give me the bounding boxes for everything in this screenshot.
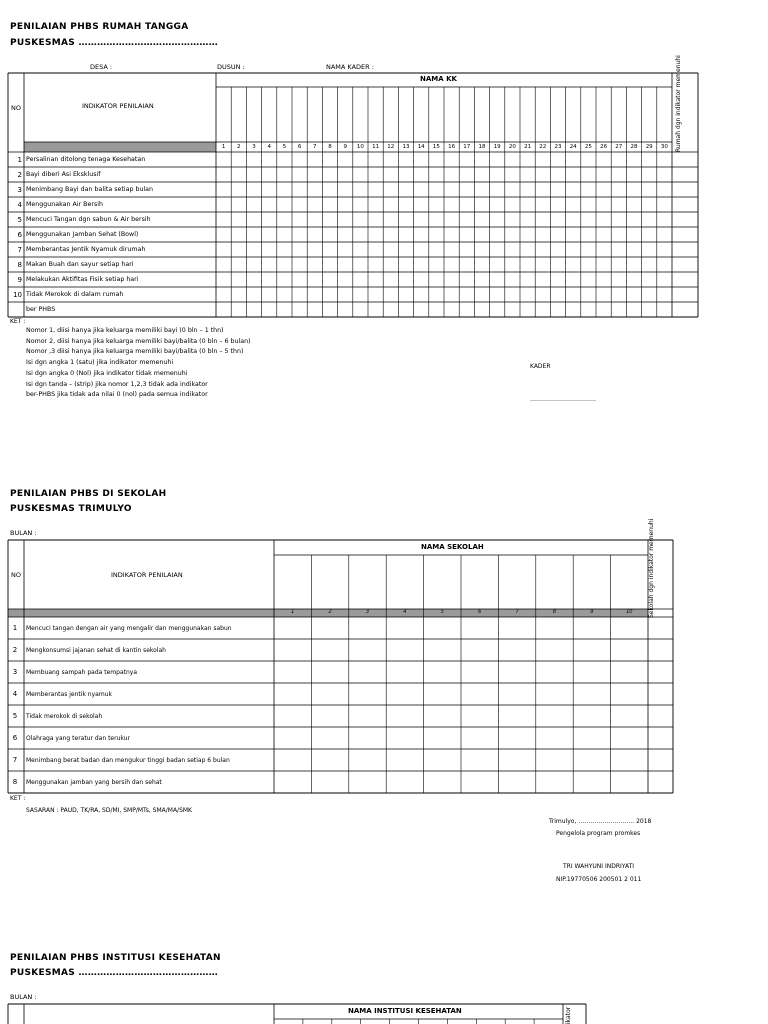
rt-col-number: 6: [297, 144, 302, 150]
rt-row-no: 5: [17, 216, 22, 224]
rt-no-header: NO: [11, 104, 21, 112]
sekolah-title: PENILAIAN PHBS DI SEKOLAH: [10, 489, 167, 499]
rt-note: Isi dgn angka 0 (Nol) jika indikator tidak memenuhi: [26, 369, 188, 377]
rt-col-number: 7: [313, 144, 317, 150]
rt-col-number: 15: [432, 144, 440, 150]
sekolah-row-label: Mengkonsumsi jajanan sehat di kantin sekolah: [26, 647, 166, 654]
rt-col-number: 14: [417, 144, 425, 150]
rt-note: Nomor 1, diisi hanya jika keluarga memiliki bayi (0 bln – 1 thn): [26, 327, 224, 334]
rt-puskesmas: PUSKESMAS ………………………………………: [10, 38, 219, 48]
sekolah-place-date: Trimulyo, ………………………. 2018: [549, 818, 652, 825]
rt-col-number: 3: [252, 144, 256, 150]
rt-col-number: 19: [493, 144, 501, 150]
sekolah-row-label: Membuang sampah pada tempatnya: [26, 669, 137, 676]
rt-row-label: Mencuci Tangan dgn sabun & Air bersih: [26, 216, 151, 223]
sekolah-indikator-header: INDIKATOR PENILAIAN: [111, 571, 183, 579]
sekolah-row-label: Tidak merokok di sekolah: [26, 713, 103, 720]
rt-note: Isi dgn angka 1 (satu) jika indikator memenuhi: [26, 359, 174, 367]
rt-col-number: 4: [267, 144, 271, 150]
rt-note: Nomor 2, diisi hanya jika keluarga memiliki bayi/balita (0 bln – 6 bulan): [26, 337, 251, 345]
rt-note: ber-PHBS jika tidak ada nilai 0 (nol) pada semua indikator: [26, 391, 208, 399]
sekolah-bulan-label: BULAN :: [10, 529, 37, 537]
sekolah-side-header: Sekolah dgn indikator memenuhi: [648, 518, 655, 618]
rt-col-number: 27: [615, 144, 623, 150]
sekolah-col-number: 1: [291, 609, 295, 615]
rt-row-no: 1: [17, 156, 22, 164]
rt-row-label: Menggunakan Air Bersih: [26, 201, 103, 208]
rt-row-label: Melakukan Aktifitas Fisik setiap hari: [26, 276, 139, 283]
rt-row-label: Menggunakan Jamban Sehat (Bowl): [26, 231, 139, 238]
rt-header-shade: [24, 142, 216, 152]
sekolah-sasaran: SASARAN : PAUD, TK/RA, SD/MI, SMP/MTs, SMA/MA/SMK: [26, 807, 192, 814]
rt-title: PENILAIAN PHBS RUMAH TANGGA: [10, 22, 189, 32]
rt-row-label: Persalinan ditolong tenaga Kesehatan: [26, 156, 146, 163]
rt-col-number: 22: [539, 144, 547, 150]
rt-col-number: 20: [508, 144, 516, 150]
sekolah-row-label: Memberantas jentik nyamuk: [26, 691, 112, 698]
rt-col-number: 25: [584, 144, 592, 150]
rt-row-no: 6: [17, 231, 22, 239]
sekolah-row-label: Menimbang berat badan dan mengukur tinggi badan setiap 6 bulan: [26, 757, 230, 764]
rt-row-no: 7: [17, 246, 22, 254]
rt-row-no: 9: [17, 276, 22, 284]
rt-row-no: 10: [13, 291, 22, 299]
sekolah-signatory-name: TRI WAHYUNI INDRIYATI: [563, 863, 635, 870]
rt-col-number: 10: [356, 144, 364, 150]
rt-col-number: 17: [463, 144, 471, 150]
sekolah-row-no: 8: [12, 778, 18, 786]
rt-col-number: 30: [660, 144, 668, 150]
sekolah-col-number: 3: [365, 609, 370, 615]
rt-col-number: 11: [372, 144, 380, 150]
rt-row-label: ber PHBS: [26, 306, 56, 313]
sekolah-col-number: 7: [515, 609, 519, 615]
rt-col-number: 1: [221, 144, 226, 150]
rt-side-header: Rumah dgn indikator memenuhi: [675, 55, 682, 152]
rt-kader: KADER: [530, 363, 551, 370]
rt-row-no: 3: [17, 186, 22, 194]
sekolah-row-no: 4: [12, 690, 18, 698]
institusi-side-header: ikator: [565, 1006, 572, 1024]
sekolah-signatory-nip: NIP.19770506 200501 2 011: [556, 876, 642, 883]
sekolah-row-no: 1: [12, 624, 18, 632]
sekolah-role: Pengelola program promkes: [556, 830, 641, 837]
rt-row-label: Makan Buah dan sayur setiap hari: [26, 261, 134, 268]
rt-signature-line: ……………………………: [530, 396, 596, 403]
sekolah-row-no: 5: [12, 712, 18, 720]
sekolah-col-number: 10: [626, 609, 633, 615]
institusi-bulan-label: BULAN :: [10, 993, 37, 1001]
rt-nama-kk: NAMA KK: [420, 75, 457, 83]
sekolah-row-label: Menggunakan jamban yang bersih dan sehat: [26, 779, 162, 786]
rt-col-number: 8: [328, 144, 332, 150]
sekolah-col-number: 9: [590, 609, 594, 615]
rt-row-no: 8: [17, 261, 22, 269]
rt-col-number: 9: [343, 144, 347, 150]
sekolah-row-no: 3: [12, 668, 18, 676]
sekolah-col-number: 6: [478, 609, 482, 615]
rt-row-label: Menimbang Bayi dan balita setiap bulan: [26, 186, 154, 193]
rt-note: Isi dgn tanda – (strip) jika nomor 1,2,3 tidak ada indikator: [26, 380, 208, 388]
sekolah-row-no: 6: [12, 734, 18, 742]
rt-col-number: 16: [448, 144, 456, 150]
sekolah-puskesmas: PUSKESMAS TRIMULYO: [10, 504, 132, 514]
rt-col-number: 29: [645, 144, 653, 150]
sekolah-ket-label: KET :: [10, 795, 26, 802]
rt-ket-label: KET :: [10, 318, 26, 325]
sekolah-col-number: 4: [403, 609, 407, 615]
rt-col-number: 24: [569, 144, 577, 150]
sekolah-row-no: 2: [12, 646, 18, 654]
sekolah-row-label: Olahraga yang teratur dan terukur: [26, 735, 130, 742]
sekolah-row-label: Mencuci tangan dengan air yang mengalir dan menggunakan sabun: [26, 625, 232, 632]
institusi-nama: NAMA INSTITUSI KESEHATAN: [348, 1007, 462, 1015]
rt-col-number: 5: [282, 144, 287, 150]
rt-row-no: 4: [17, 201, 22, 209]
rt-row-label: Bayi diberi Asi Eksklusif: [26, 171, 101, 178]
rt-row-no: 2: [17, 171, 22, 179]
rt-col-number: 2: [237, 144, 241, 150]
rt-col-number: 28: [630, 144, 638, 150]
rt-dusun-label: DUSUN :: [217, 63, 245, 71]
institusi-puskesmas: PUSKESMAS ………………………………………: [10, 968, 219, 978]
sekolah-col-number: 8: [552, 609, 557, 615]
sekolah-row-no: 7: [12, 756, 18, 764]
rt-row-label: Memberantas Jentik Nyamuk dirumah: [26, 246, 146, 253]
sekolah-nama: NAMA SEKOLAH: [421, 543, 484, 551]
rt-desa-label: DESA :: [90, 63, 113, 71]
rt-col-number: 18: [478, 144, 486, 150]
rt-col-number: 23: [554, 144, 562, 150]
rt-col-number: 21: [524, 144, 532, 150]
rt-row-label: Tidak Merokok di dalam rumah: [26, 291, 124, 298]
rt-col-number: 26: [600, 144, 608, 150]
rt-col-number: 12: [387, 144, 395, 150]
rt-indikator-header: INDIKATOR PENILAIAN: [82, 102, 154, 110]
rt-note: Nomor ,3 diisi hanya jika keluarga memiliki bayi/balita (0 bln – 5 thn): [26, 348, 244, 356]
sekolah-no-header: NO: [11, 571, 21, 579]
rt-col-number: 13: [402, 144, 410, 150]
sekolah-col-number: 2: [328, 609, 332, 615]
rt-kader-label: NAMA KADER :: [326, 63, 374, 71]
institusi-title: PENILAIAN PHBS INSTITUSI KESEHATAN: [10, 953, 221, 963]
sekolah-col-number: 5: [440, 609, 444, 615]
